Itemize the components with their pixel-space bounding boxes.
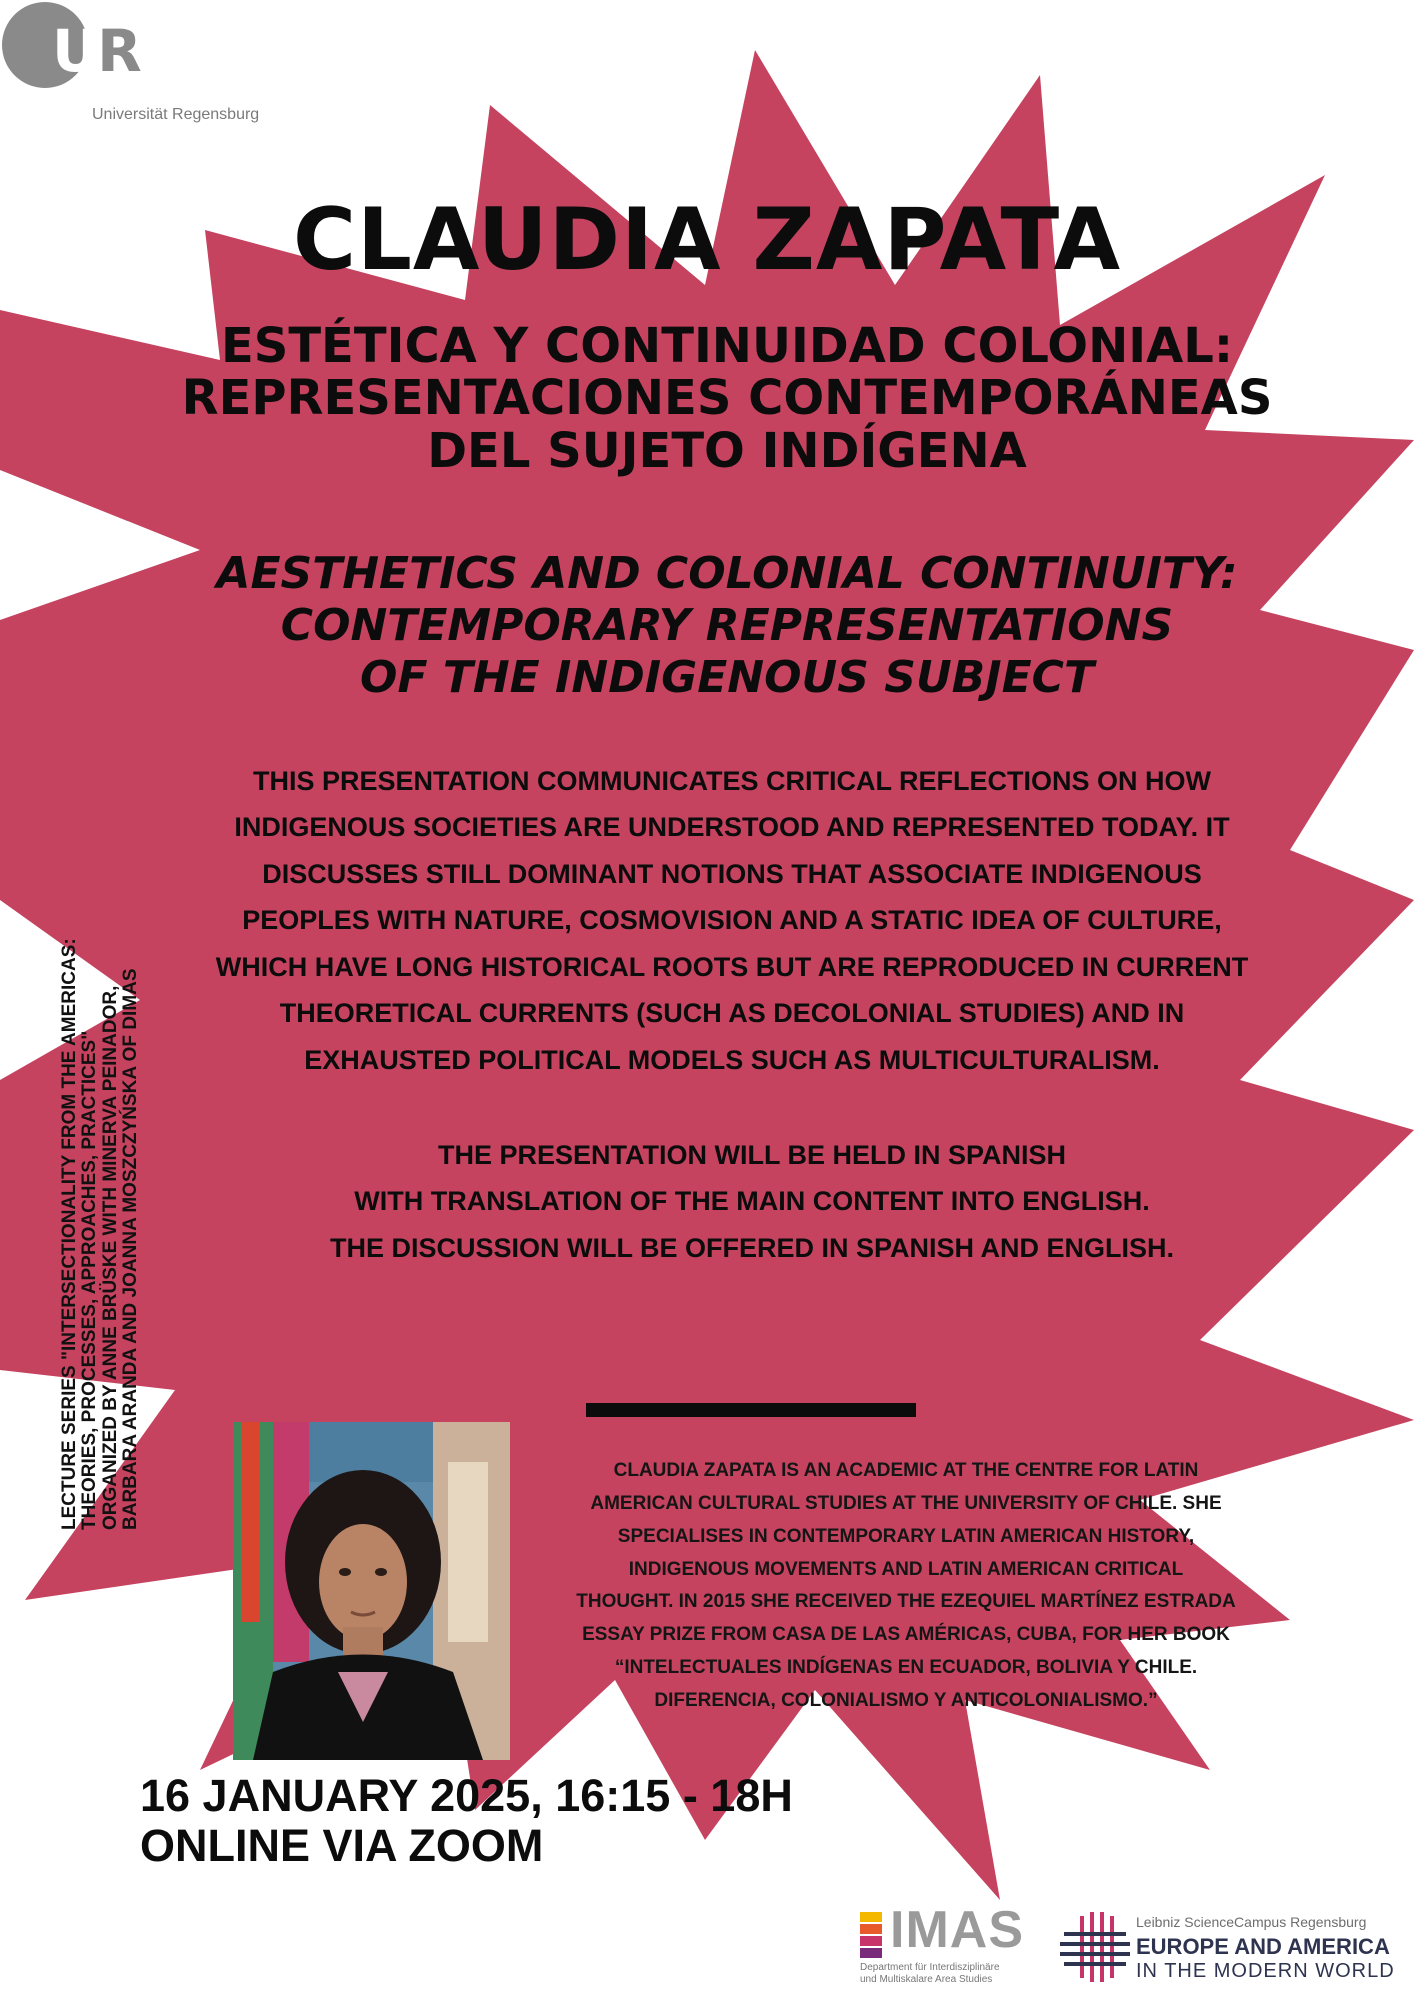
abstract-line: WHICH HAVE LONG HISTORICAL ROOTS BUT ARE REPRODUCED IN CURRENT <box>215 951 1249 982</box>
university-logo <box>0 0 280 130</box>
speaker-name: CLAUDIA ZAPATA <box>292 190 1122 290</box>
bio-line: SPECIALISES IN CONTEMPORARY LATIN AMERICAN HISTORY, <box>617 1525 1195 1547</box>
spanish-title-line: REPRESENTACIONES CONTEMPORÁNEAS <box>181 370 1273 427</box>
abstract-text <box>170 758 1294 1083</box>
spanish-title-line: DEL SUJETO INDÍGENA <box>427 422 1027 479</box>
logo-letter-u: U <box>52 17 98 85</box>
dimas-logo <box>860 1901 1040 1990</box>
lecture-series-credits <box>60 830 141 1530</box>
dimas-logo-mark <box>860 1910 890 1960</box>
europe-america-logo <box>1060 1912 1414 1992</box>
speaker-bio <box>556 1455 1256 1718</box>
university-logo-letters <box>52 17 140 85</box>
europe-america-logo-mark <box>1060 1912 1130 1982</box>
language-note-line: WITH TRANSLATION OF THE MAIN CONTENT INTO ENGLISH. <box>354 1186 1150 1217</box>
event-location: ONLINE VIA ZOOM <box>140 1820 544 1871</box>
credits-line: ORGANIZED BY ANNE BRÜSKE WITH MINERVA PEINADOR, <box>99 985 121 1530</box>
bio-line: “INTELECTUALES INDÍGENAS EN ECUADOR, BOLIVIA Y CHILE. <box>614 1657 1198 1679</box>
bio-line: AMERICAN CULTURAL STUDIES AT THE UNIVERSITY OF CHILE. SHE <box>590 1492 1222 1514</box>
abstract-line: THEORETICAL CURRENTS (SUCH AS DECOLONIAL STUDIES) AND IN <box>279 998 1185 1029</box>
abstract-line: INDIGENOUS SOCIETIES ARE UNDERSTOOD AND REPRESENTED TODAY. IT <box>234 812 1230 843</box>
europe-america-sub-line: IN THE MODERN WORLD <box>1136 1960 1395 1982</box>
bio-line: ESSAY PRIZE FROM CASA DE LAS AMÉRICAS, CUBA, FOR HER BOOK <box>582 1624 1230 1646</box>
bio-line: INDIGENOUS MOVEMENTS AND LATIN AMERICAN CRITICAL <box>628 1558 1184 1580</box>
bio-line: CLAUDIA ZAPATA IS AN ACADEMIC AT THE CENTRE FOR LATIN <box>613 1460 1199 1481</box>
bio-line: THOUGHT. IN 2015 SHE RECEIVED THE EZEQUIEL MARTÍNEZ ESTRADA <box>576 1591 1236 1613</box>
english-title <box>100 548 1354 704</box>
abstract-line: DISCUSSES STILL DOMINANT NOTIONS THAT ASSOCIATE INDIGENOUS <box>262 858 1202 889</box>
dimas-subtitle-line: und Multiskalare Area Studies <box>860 1974 993 1985</box>
abstract-line: PEOPLES WITH NATURE, COSMOVISION AND A STATIC IDEA OF CULTURE, <box>242 905 1222 936</box>
language-note <box>170 1132 1334 1271</box>
dimas-wordmark: IMAS <box>890 1901 1024 1959</box>
english-title-line: OF THE INDIGENOUS SUBJECT <box>360 651 1094 703</box>
divider-bar <box>586 1403 916 1417</box>
dimas-subtitle-line: Department für Interdisziplinäre <box>860 1962 1000 1973</box>
spanish-title <box>100 320 1354 477</box>
bio-line: DIFERENCIA, COLONIALISMO Y ANTICOLONIALISMO.” <box>654 1690 1158 1712</box>
credits-line: THEORIES, PROCESSES, APPROACHES, PRACTICES" <box>79 1030 101 1530</box>
english-title-line: CONTEMPORARY REPRESENTATIONS <box>280 599 1174 651</box>
university-name: Universität Regensburg <box>92 106 260 123</box>
english-title-line: AESTHETICS AND COLONIAL CONTINUITY: <box>216 548 1238 599</box>
logo-letter-r: R <box>97 17 140 85</box>
language-note-line: THE PRESENTATION WILL BE HELD IN SPANISH <box>437 1140 1067 1170</box>
europe-america-top-line: Leibniz ScienceCampus Regensburg <box>1136 1914 1367 1930</box>
credits-line: LECTURE SERIES "INTERSECTIONALITY FROM THE AMERICAS: <box>59 938 80 1530</box>
speaker-photo-illustration <box>233 1422 510 1760</box>
event-date: 16 JANUARY 2025, 16:15 - 18H <box>140 1770 793 1821</box>
abstract-line: THIS PRESENTATION COMMUNICATES CRITICAL REFLECTIONS ON HOW <box>253 766 1211 796</box>
abstract-line: EXHAUSTED POLITICAL MODELS SUCH AS MULTICULTURALISM. <box>304 1044 1160 1075</box>
spanish-title-line: ESTÉTICA Y CONTINUIDAD COLONIAL: <box>220 318 1234 374</box>
credits-line: BARBARA ARANDA AND JOANNA MOSZCZYŃSKA OF DIMAS <box>119 968 141 1530</box>
language-note-line: THE DISCUSSION WILL BE OFFERED IN SPANISH AND ENGLISH. <box>329 1232 1175 1263</box>
speaker-photo <box>233 1422 510 1760</box>
europe-america-main-line: EUROPE AND AMERICA <box>1136 1934 1390 1959</box>
dimas-subtitle <box>860 1962 1050 1986</box>
